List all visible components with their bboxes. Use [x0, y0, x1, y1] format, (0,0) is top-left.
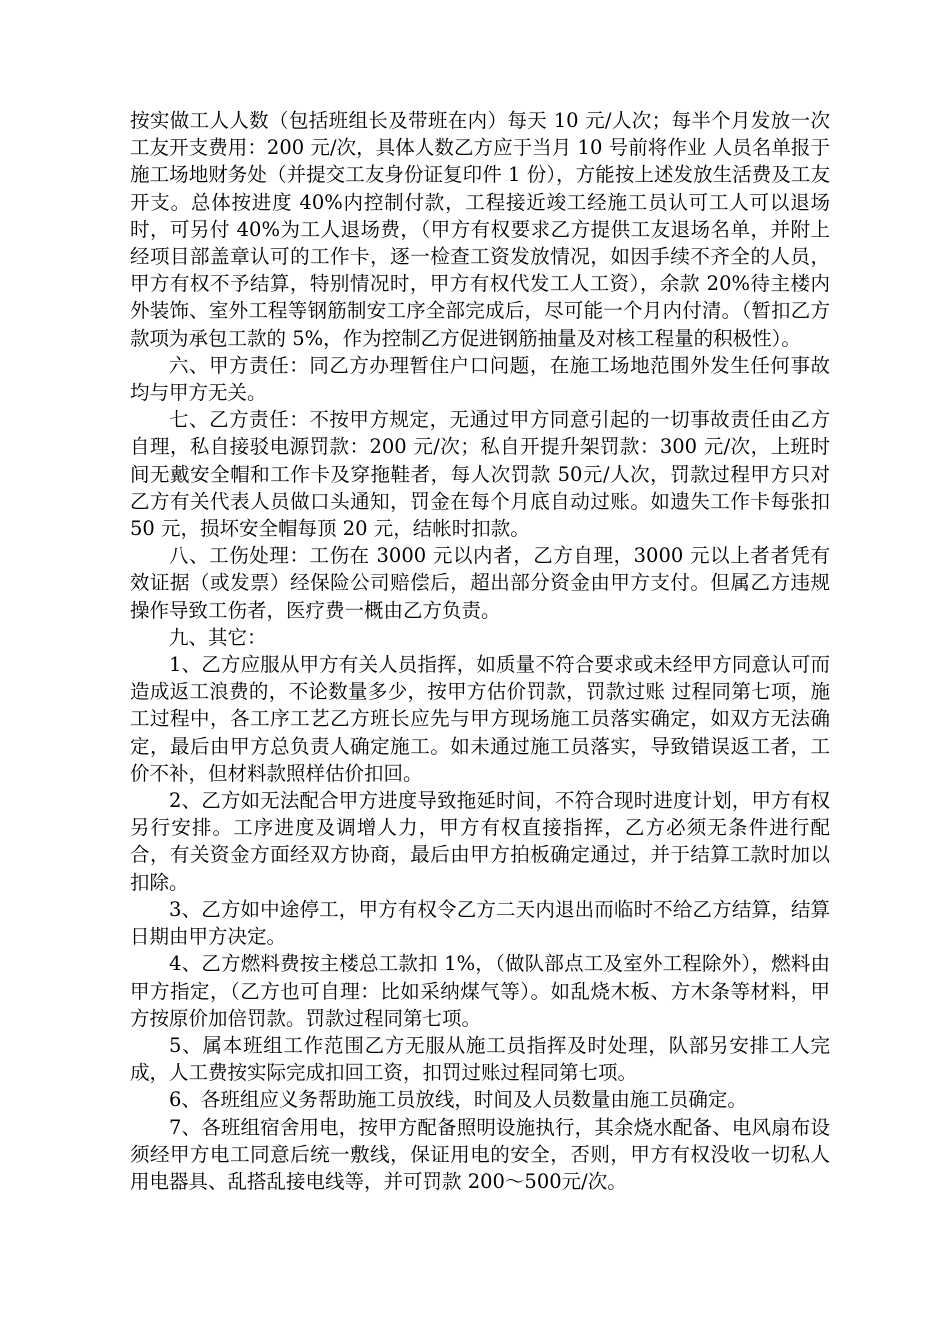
paragraph-clause-9: 九、其它： [169, 625, 267, 649]
paragraph-clause-8: 八、工伤处理：工伤在 3000 元以内者，乙方自理，3000 元以上者者凭有效证据（或发票）经保险公司赔偿后，超出部分资金由甲方支付。但属乙方违规操作导致工伤者，医疗费一概由乙方负责。 [130, 544, 830, 622]
paragraph-item-3: 3、乙方如中途停工，甲方有权令乙方二天内退出而临时不给乙方结算，结算日期由甲方决定。 [130, 897, 830, 949]
paragraph-clause-7: 七、乙方责任：不按甲方规定，无通过甲方同意引起的一切事故责任由乙方自理，私自接驳电源罚款：200 元/次；私自开提升架罚款：300 元/次，上班时间无戴安全帽和工作卡及穿拖鞋者，每人次罚款 50元/人次，罚款过程甲方只对乙方有关代表人员做口头通知，罚金在每个月底自动过账。如遗失工作卡每张扣 50 元，损坏安全帽每顶 20 元，结帐时扣款。 [130, 408, 830, 541]
paragraph-item-4: 4、乙方燃料费按主楼总工款扣 1%，（做队部点工及室外工程除外），燃料由甲方指定，（乙方也可自理：比如采纳煤气等）。如乱烧木板、方木条等材料，甲方按原价加倍罚款。罚款过程同第七项。 [130, 952, 830, 1030]
paragraph-item-2: 2、乙方如无法配合甲方进度导致拖延时间，不符合现时进度计划，甲方有权另行安排。工序进度及调增人力，甲方有权直接指挥，乙方必须无条件进行配合，有关资金方面经双方协商，最后由甲方拍板确定通过，并于结算工款时加以扣除。 [130, 789, 830, 894]
paragraph-item-5: 5、属本班组工作范围乙方无服从施工员指挥及时处理，队部另安排工人完成，人工费按实际完成扣回工资，扣罚过账过程同第七项。 [130, 1033, 830, 1085]
paragraph-clause-6: 六、甲方责任：同乙方办理暂住户口问题，在施工场地范围外发生任何事故均与甲方无关。 [130, 353, 830, 405]
paragraph-item-1: 1、乙方应服从甲方有关人员指挥，如质量不符合要求或未经甲方同意认可而造成返工浪费的，不论数量多少，按甲方估价罚款，罚款过账 过程同第七项，施工过程中，各工序工艺乙方班长应先与甲方现场施工员落实确定，如双方无法确定，最后由甲方总负责人确定施工。如未通过施工员落实，导致错误返工者，工价不补，但材料款照样估价扣回。 [130, 653, 830, 785]
paragraph-item-6: 6、各班组应义务帮助施工员放线，时间及人员数量由施工员确定。 [169, 1088, 747, 1112]
paragraph-cont-payment: 按实做工人人数（包括班组长及带班在内）每天 10 元/人次；每半个月发放一次工友开支费用：200 元/次，具体人数乙方应于当月 10 号前将作业 人员名单报于施工场地财务处（并提交工友身份证复印件 1 份），方能按上述发放生活费及工友开支。总体按进度 40%内控制付款，工程接近竣工经施工员认可工人可以退场时，可另付 40%为工人退场费，（甲方有权要求乙方提供工友退场名单，并附上经项目部盖章认可的工作卡，逐一检查工资发放情况，如因手续不齐全的人员，甲方有权不予结算，特别情况时，甲方有权代发工人工资），余款 20%待主楼内外装饰、室外工程等钢筋制安工序全部完成后，尽可能一个月内付清。（暂扣乙方款项为承包工款的 5%，作为控制乙方促进钢筋抽量及对核工程量的积极性）。 [130, 109, 830, 350]
paragraph-item-7: 7、各班组宿舍用电，按甲方配备照明设施执行，其余烧水配备、电风扇布设须经甲方电工同意后统一敷线，保证用电的安全，否则，甲方有权没收一切私人用电器具、乱搭乱接电线等，并可罚款 200～500元/次。 [130, 1115, 830, 1193]
document-body [130, 107, 830, 1195]
